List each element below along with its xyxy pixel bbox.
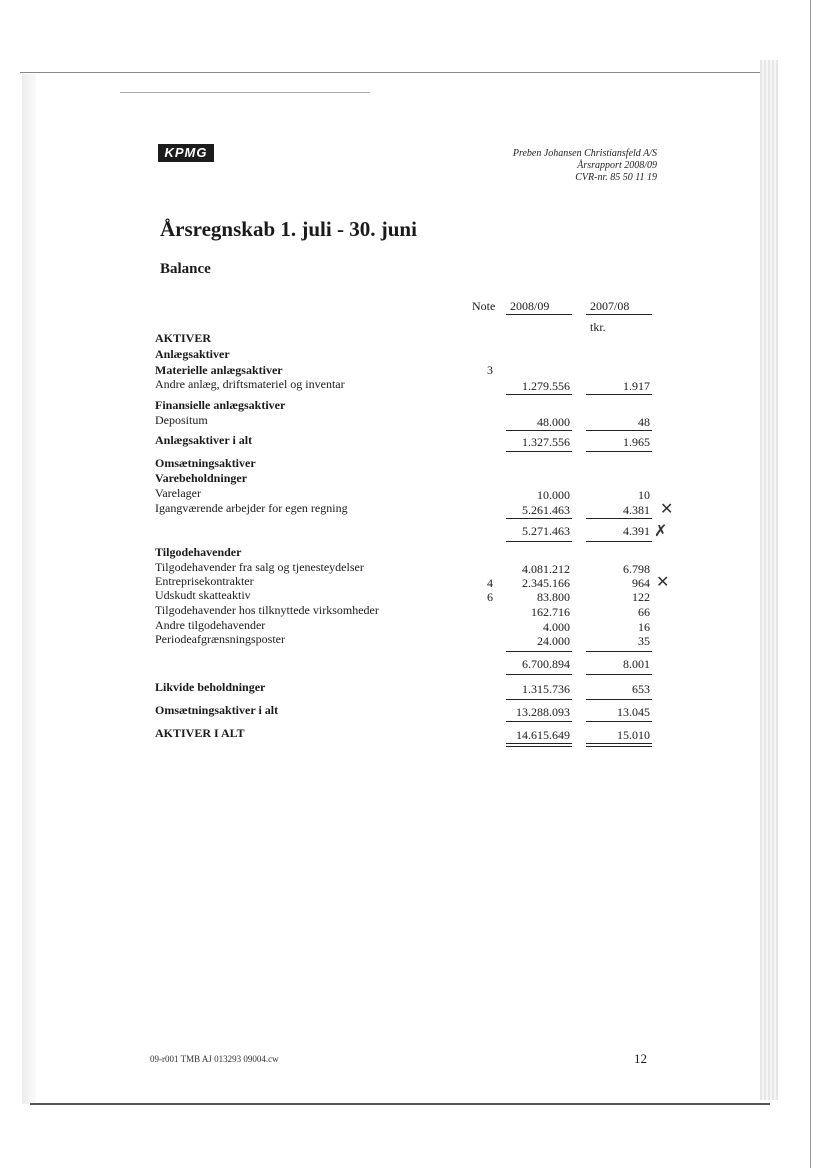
value-omsaetning-ialt-2007: 13.045 [617, 705, 650, 719]
rule [506, 541, 572, 542]
rule [586, 430, 652, 431]
row-label-entreprise: Entreprisekontrakter [155, 574, 254, 588]
section-title: Balance [160, 261, 211, 277]
heading-tilgodehavender: Tilgodehavender [155, 545, 242, 559]
rule [586, 674, 652, 675]
row-label-udskudt: Udskudt skatteaktiv [155, 588, 251, 602]
rule [586, 394, 652, 395]
rule [506, 651, 572, 652]
row-label-varelager: Varelager [155, 486, 201, 500]
row-label-likvide: Likvide beholdninger [155, 680, 266, 694]
value-tilknyttede-2007: 66 [638, 605, 650, 619]
value-depositum-2008: 48.000 [537, 415, 570, 429]
value-anlaeg-ialt-2007: 1.965 [623, 435, 650, 449]
heading-anlaegsaktiver: Anlægsaktiver [155, 347, 230, 361]
value-periode-2008: 24.000 [537, 634, 570, 648]
heading-finansielle: Finansielle anlægsaktiver [155, 398, 286, 412]
value-likvide-2008: 1.315.736 [522, 682, 570, 696]
value-tilknyttede-2008: 162.716 [531, 605, 570, 619]
year2-column-header: 2007/08 [590, 299, 630, 313]
rule [586, 451, 652, 452]
value-periode-2007: 35 [638, 634, 650, 648]
value-andre-anlaeg-2008: 1.279.556 [522, 379, 570, 393]
scan-shadow-right [760, 60, 778, 1100]
row-label-salg: Tilgodehavender fra salg og tjenesteydelser [155, 560, 364, 574]
footer-document-code: 09-r001 TMB AJ 013293 09004.cw [150, 1054, 279, 1064]
value-andre-tilgode-2007: 16 [638, 620, 650, 634]
handwritten-check-mark: ✗ [654, 521, 668, 540]
value-igangvaerende-2007: 4.381 [623, 503, 650, 517]
unit-label: tkr. [590, 320, 606, 334]
value-entreprise-2007: 964 [632, 576, 650, 590]
value-likvide-2007: 653 [632, 682, 650, 696]
value-andre-tilgode-2008: 4.000 [543, 620, 570, 634]
rule [506, 518, 572, 519]
rule [586, 651, 652, 652]
rule [586, 541, 652, 542]
scan-edge [810, 0, 811, 1168]
report-name: Årsrapport 2008/09 [577, 160, 657, 171]
row-label-periode: Periodeafgrænsningsposter [155, 632, 285, 646]
row-label-depositum: Depositum [155, 413, 208, 427]
note-udskudt: 6 [487, 590, 493, 604]
rule [506, 394, 572, 395]
row-label-aktiver-ialt: AKTIVER I ALT [155, 726, 245, 740]
year2-header-underline [586, 314, 652, 315]
value-varebeh-sum-2007: 4.391 [623, 524, 650, 538]
value-udskudt-2008: 83.800 [537, 590, 570, 604]
value-depositum-2007: 48 [638, 415, 650, 429]
row-label-igangvaerende: Igangværende arbejder for egen regning [155, 501, 348, 515]
row-label-andre-anlaeg: Andre anlæg, driftsmateriel og inventar [155, 377, 345, 391]
rule [506, 451, 572, 452]
row-label-andre-tilgode: Andre tilgodehavender [155, 618, 266, 632]
note-entreprise: 4 [487, 576, 493, 590]
heading-aktiver: AKTIVER [155, 331, 212, 345]
heading-varebeholdninger: Varebeholdninger [155, 471, 248, 485]
rule [586, 721, 652, 722]
rule [586, 699, 652, 700]
value-aktiver-ialt-2007: 15.010 [617, 728, 650, 742]
page-title: Årsregnskab 1. juli - 30. juni [160, 217, 417, 241]
double-rule [586, 743, 652, 744]
value-tilgode-sum-2008: 6.700.894 [522, 657, 570, 671]
scan-line-top [20, 72, 760, 73]
year1-column-header: 2008/09 [510, 299, 550, 313]
note-materielle: 3 [487, 363, 493, 377]
value-aktiver-ialt-2008: 14.615.649 [516, 728, 570, 742]
value-omsaetning-ialt-2008: 13.288.093 [516, 705, 570, 719]
value-salg-2008: 4.081.212 [522, 562, 570, 576]
rule [506, 721, 572, 722]
rule [586, 518, 652, 519]
scan-line-bottom [30, 1103, 770, 1105]
value-tilgode-sum-2007: 8.001 [623, 657, 650, 671]
handwritten-x-mark: ✕ [660, 499, 674, 518]
heading-materielle: Materielle anlægsaktiver [155, 363, 283, 377]
value-anlaeg-ialt-2008: 1.327.556 [522, 435, 570, 449]
double-rule [586, 746, 652, 747]
company-name: Preben Johansen Christiansfeld A/S [512, 148, 657, 159]
value-igangvaerende-2008: 5.261.463 [522, 503, 570, 517]
row-label-tilknyttede: Tilgodehavender hos tilknyttede virksomheder [155, 603, 379, 617]
page-number: 12 [634, 1051, 647, 1066]
double-rule [506, 743, 572, 744]
rule [506, 430, 572, 431]
note-column-header: Note [472, 299, 496, 313]
cvr-number: CVR-nr. 85 50 11 19 [575, 172, 657, 183]
rule [506, 674, 572, 675]
year1-header-underline [506, 314, 572, 315]
heading-omsaetningsaktiver: Omsætningsaktiver [155, 456, 256, 470]
scan-line-top-short [120, 92, 370, 93]
value-entreprise-2008: 2.345.166 [522, 576, 570, 590]
kpmg-logo: KPMG [158, 144, 214, 162]
handwritten-x-mark: ✕ [656, 572, 670, 591]
value-varebeh-sum-2008: 5.271.463 [522, 524, 570, 538]
value-udskudt-2007: 122 [632, 590, 650, 604]
value-varelager-2007: 10 [638, 488, 650, 502]
double-rule [506, 746, 572, 747]
row-label-anlaeg-ialt: Anlægsaktiver i alt [155, 433, 253, 447]
value-salg-2007: 6.798 [623, 562, 650, 576]
value-andre-anlaeg-2007: 1.917 [623, 379, 650, 393]
rule [506, 699, 572, 700]
value-varelager-2008: 10.000 [537, 488, 570, 502]
row-label-omsaetning-ialt: Omsætningsaktiver i alt [155, 703, 279, 717]
scan-shadow-left [22, 74, 36, 1104]
